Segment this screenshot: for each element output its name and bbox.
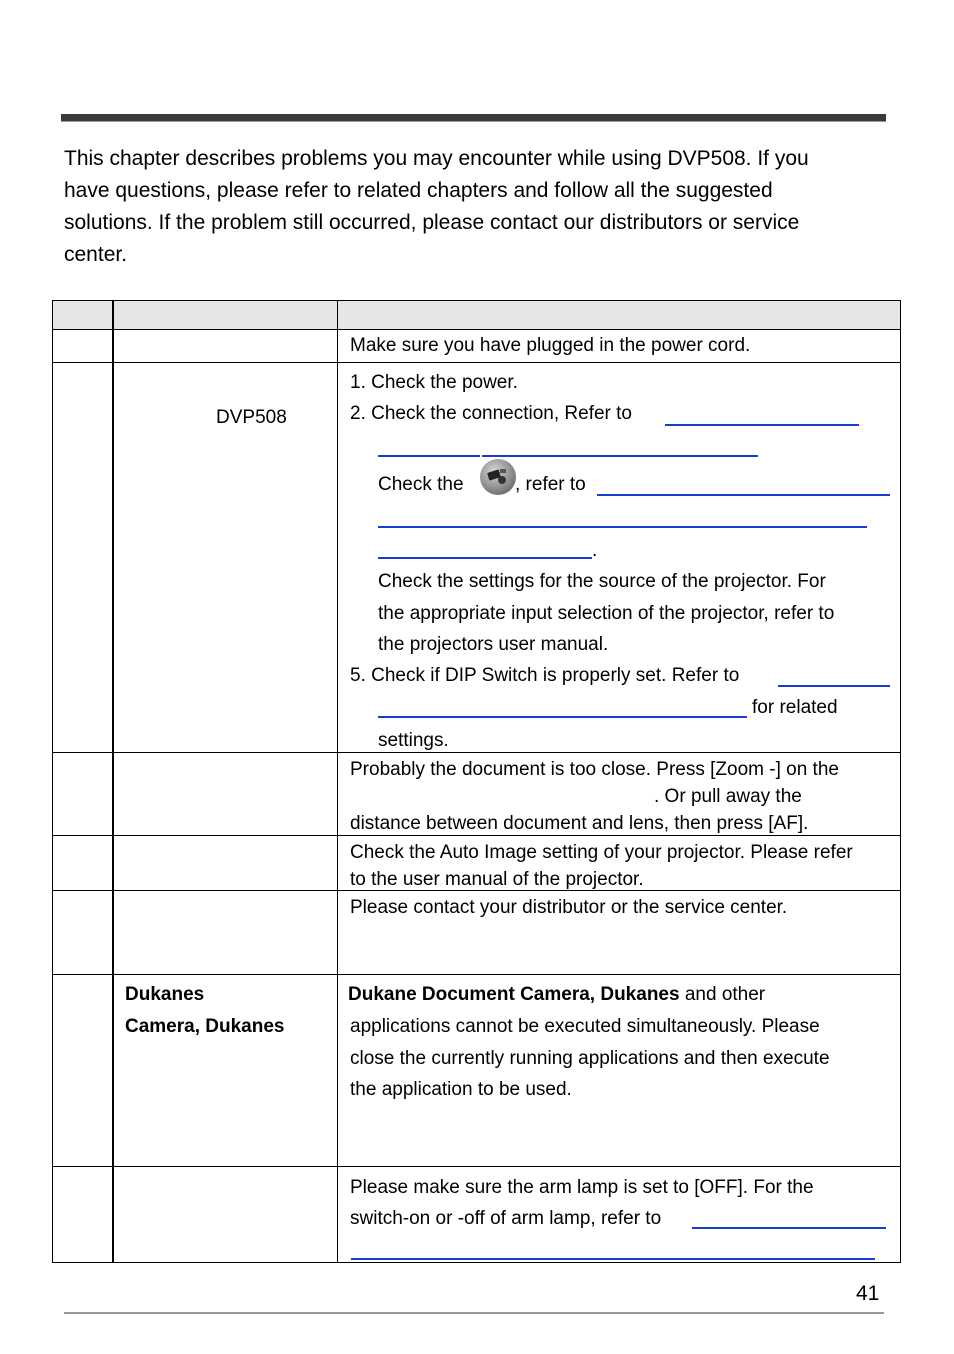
row-divider [53,1166,900,1167]
row-divider [53,752,900,753]
reference-link[interactable] [378,455,480,457]
intro-line: have questions, please refer to related chapters and follow all the suggested [64,179,773,202]
table-cell-solution: Make sure you have plugged in the power cord. [350,335,751,356]
intro-line: This chapter describes problems you may encounter while using DVP508. If you [64,147,809,170]
table-cell-solution: . Or pull away the [654,786,802,807]
table-cell-solution: switch-on or -off of arm lamp, refer to [350,1208,662,1229]
solution-step: 5. Check if DIP Switch is properly set. Refer to [350,665,740,686]
table-cell-solution: to the user manual of the projector. [350,869,644,890]
solution-step: the appropriate input selection of the projector, refer to [378,603,835,624]
row-divider [53,974,900,975]
intro-line: center. [64,243,128,266]
solution-step: 1. Check the power. [350,372,518,393]
reference-link[interactable] [665,424,859,426]
table-cell-solution: Check the Auto Image setting of your projector. Please refer [350,842,853,863]
solution-step: Check the [378,474,464,495]
solution-step: the projectors user manual. [378,634,609,655]
row-divider [53,362,900,363]
table-cell-solution: Probably the document is too close. Press [Zoom -] on the [350,759,839,780]
table-cell-solution: the application to be used. [350,1079,572,1100]
table-cell-solution: Please contact your distributor or the service center. [350,897,788,918]
table-cell-solution: Please make sure the arm lamp is set to [OFF]. For the [350,1177,814,1198]
reference-link[interactable] [597,494,890,496]
reference-link[interactable] [351,1258,875,1260]
solution-step: for related [752,697,838,718]
page-number: 41 [856,1282,880,1305]
reference-link[interactable] [778,685,890,687]
solution-step: , refer to [515,474,586,495]
table-header-row [53,301,900,329]
solution-step: Check the settings for the source of the projector. For [378,571,826,592]
table-cell-solution: close the currently running applications and then execute [350,1048,830,1069]
table-cell-solution: distance between document and lens, then press [AF]. [350,813,809,834]
reference-link[interactable] [378,716,747,718]
reference-link[interactable] [378,557,592,559]
intro-line: solutions. If the problem still occurred, please contact our distributors or service [64,211,800,234]
footer-rule [64,1312,884,1314]
reference-link[interactable] [378,526,867,528]
table-cell-problem: DVP508 [216,407,287,428]
table-cell-solution [348,979,765,1010]
camera-software-icon [480,459,516,495]
column-divider [112,301,114,1262]
top-rule [61,114,886,122]
column-divider [337,301,338,1262]
table-cell-problem: Dukanes [125,984,205,1005]
table-cell-problem: Camera, Dukanes [125,1016,285,1037]
solution-step: . [592,540,598,561]
intro-paragraph [64,143,894,271]
solution-text: and other [679,984,766,1005]
reference-link[interactable] [482,455,758,457]
solution-step: 2. Check the connection, Refer to [350,403,632,424]
table-cell-solution: applications cannot be executed simultaneously. Please [350,1016,820,1037]
product-name-bold: Dukane Document Camera, Dukanes [348,984,680,1005]
reference-link[interactable] [692,1227,886,1229]
solution-step: settings. [378,730,449,751]
